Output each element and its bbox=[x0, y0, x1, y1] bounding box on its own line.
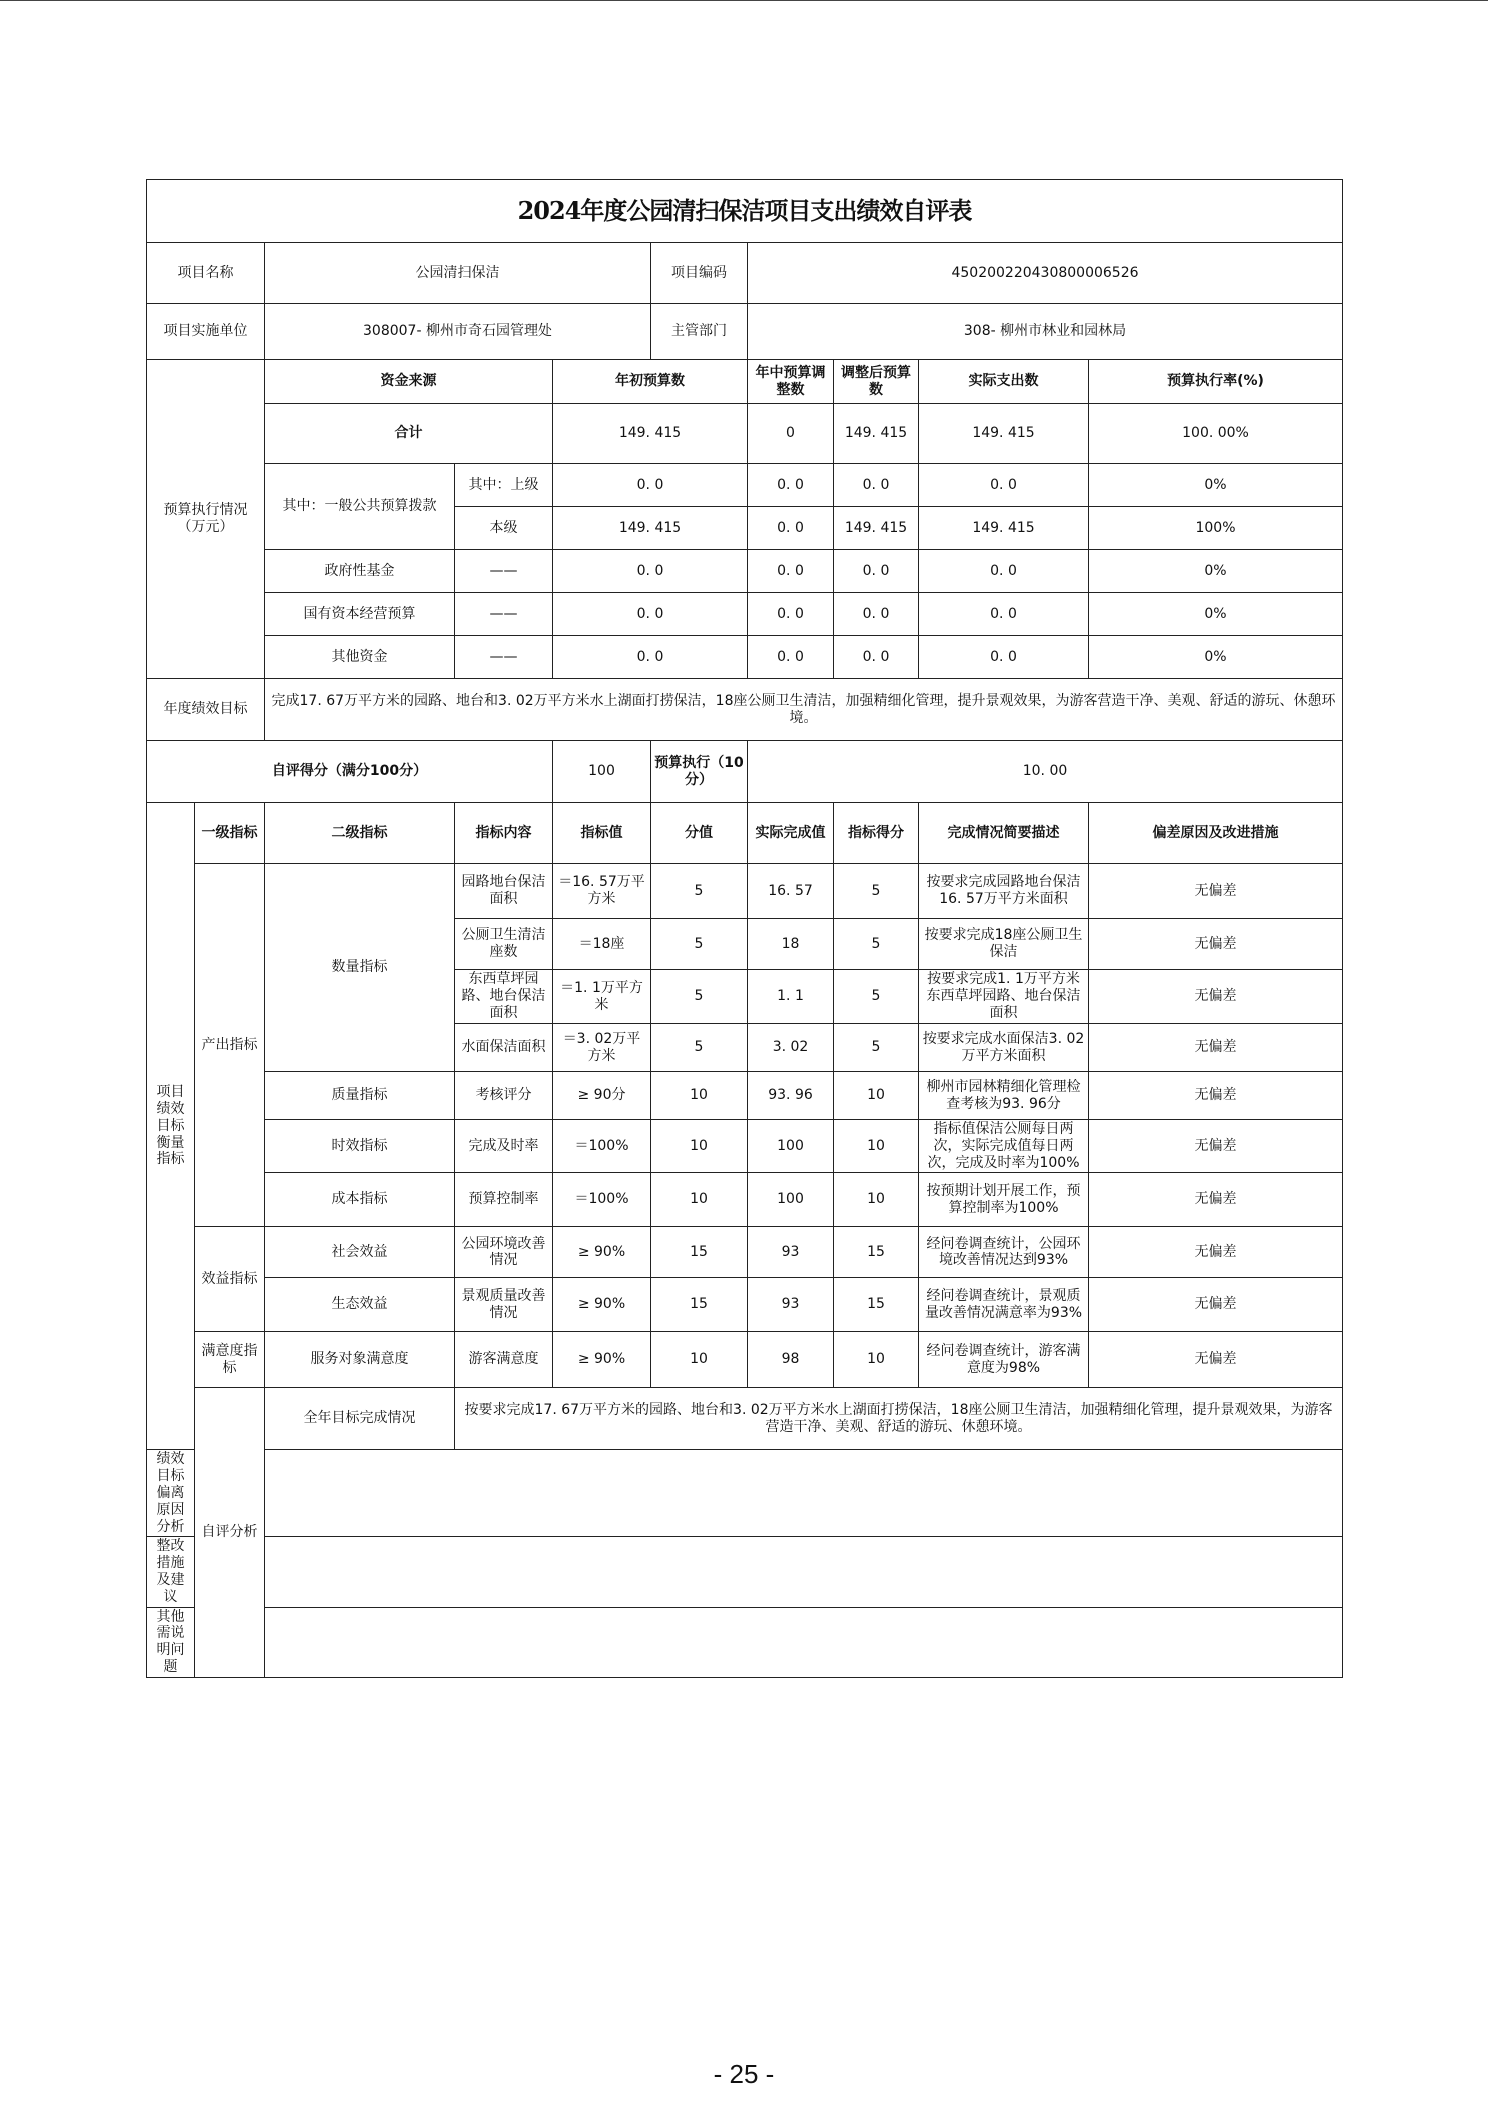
indicator-deviation: 无偏差 bbox=[1089, 1227, 1343, 1278]
indicator-desc: 经问卷调查统计，景观质量改善情况满意率为93% bbox=[919, 1278, 1089, 1332]
project-unit-value: 308007- 柳州市奇石园管理处 bbox=[265, 304, 651, 360]
budget-total-initial: 149. 415 bbox=[553, 404, 748, 464]
self-score-value: 100 bbox=[553, 741, 651, 803]
satisfaction-indicator-label: 满意度指标 bbox=[195, 1332, 265, 1388]
indicator-target: ＝1. 1万平方米 bbox=[553, 970, 651, 1024]
analysis-deviation-row bbox=[147, 1450, 1343, 1537]
indicator-row bbox=[147, 1332, 1343, 1388]
analysis-completion-text: 按要求完成17. 67万平方米的园路、地台和3. 02万平方米水上湖面打捞保洁，18座公厕卫生清洁，加强精细化管理，提升景观效果，为游客营造干净、美观、舒适的游玩、休憩环境。 bbox=[455, 1388, 1343, 1450]
desc-header: 完成情况简要描述 bbox=[919, 803, 1089, 864]
indicator-row bbox=[147, 1120, 1343, 1173]
indicator-weight: 10 bbox=[651, 1120, 748, 1173]
time-indicator-label: 时效指标 bbox=[265, 1120, 455, 1173]
indicator-weight: 10 bbox=[651, 1332, 748, 1388]
service-indicator-label: 服务对象满意度 bbox=[265, 1332, 455, 1388]
indicator-weight: 15 bbox=[651, 1227, 748, 1278]
indicator-content: 公厕卫生清洁座数 bbox=[455, 919, 553, 970]
budget-upper-row bbox=[147, 464, 1343, 507]
indicator-score: 5 bbox=[834, 864, 919, 919]
indicator-desc: 按要求完成水面保洁3. 02万平方米面积 bbox=[919, 1024, 1089, 1072]
budget-rate-header: 预算执行率(%) bbox=[1089, 360, 1343, 404]
annual-goal-text: 完成17. 67万平方米的园路、地台和3. 02万平方米水上湖面打捞保洁，18座公厕卫生清洁，加强精细化管理，提升景观效果，为游客营造干净、美观、舒适的游玩、休憩环境。 bbox=[265, 679, 1343, 741]
budget-state-capital-dash: —— bbox=[455, 593, 553, 636]
social-indicator-label: 社会效益 bbox=[265, 1227, 455, 1278]
budget-upper-actual: 0. 0 bbox=[919, 464, 1089, 507]
indicator-score: 15 bbox=[834, 1278, 919, 1332]
indicator-deviation: 无偏差 bbox=[1089, 864, 1343, 919]
analysis-measures-label: 整改措施及建议 bbox=[147, 1537, 195, 1607]
budget-local-actual: 149. 415 bbox=[919, 507, 1089, 550]
indicator-target: ≥ 90% bbox=[553, 1332, 651, 1388]
deviation-header: 偏差原因及改进措施 bbox=[1089, 803, 1343, 864]
indicator-actual: 100 bbox=[748, 1173, 834, 1227]
project-unit-row bbox=[147, 304, 1343, 360]
indicator-score: 10 bbox=[834, 1173, 919, 1227]
quality-indicator-label: 质量指标 bbox=[265, 1072, 455, 1120]
budget-local-label: 本级 bbox=[455, 507, 553, 550]
budget-local-midyear: 0. 0 bbox=[748, 507, 834, 550]
budget-midyear-header: 年中预算调整数 bbox=[748, 360, 834, 404]
indicator-desc: 经问卷调查统计，游客满意度为98% bbox=[919, 1332, 1089, 1388]
indicator-desc: 按要求完成18座公厕卫生保洁 bbox=[919, 919, 1089, 970]
indicator-content: 公园环境改善情况 bbox=[455, 1227, 553, 1278]
project-name-label: 项目名称 bbox=[147, 243, 265, 304]
budget-upper-label: 其中：上级 bbox=[455, 464, 553, 507]
indicator-target: ＝100% bbox=[553, 1120, 651, 1173]
analysis-deviation-text bbox=[265, 1450, 1343, 1537]
indicator-target: ≥ 90% bbox=[553, 1278, 651, 1332]
indicator-content: 游客满意度 bbox=[455, 1332, 553, 1388]
budget-gov-fund-actual: 0. 0 bbox=[919, 550, 1089, 593]
indicator-row bbox=[147, 1278, 1343, 1332]
indicator-target: ＝100% bbox=[553, 1173, 651, 1227]
budget-total-row bbox=[147, 404, 1343, 464]
indicator-score: 5 bbox=[834, 970, 919, 1024]
target-header: 指标值 bbox=[553, 803, 651, 864]
budget-upper-midyear: 0. 0 bbox=[748, 464, 834, 507]
indicator-deviation: 无偏差 bbox=[1089, 1024, 1343, 1072]
analysis-other-label: 其他需说明问题 bbox=[147, 1607, 195, 1677]
analysis-measures-row bbox=[147, 1537, 1343, 1607]
indicator-deviation: 无偏差 bbox=[1089, 1173, 1343, 1227]
indicator-row bbox=[147, 1227, 1343, 1278]
budget-other-row bbox=[147, 636, 1343, 679]
indicator-score: 5 bbox=[834, 919, 919, 970]
budget-upper-adjusted: 0. 0 bbox=[834, 464, 919, 507]
indicator-actual: 98 bbox=[748, 1332, 834, 1388]
project-code-label: 项目编码 bbox=[651, 243, 748, 304]
budget-gov-fund-adjusted: 0. 0 bbox=[834, 550, 919, 593]
indicator-weight: 10 bbox=[651, 1072, 748, 1120]
project-name-value: 公园清扫保洁 bbox=[265, 243, 651, 304]
indicator-score: 10 bbox=[834, 1072, 919, 1120]
project-name-row bbox=[147, 243, 1343, 304]
indicator-content: 东西草坪园路、地台保洁面积 bbox=[455, 970, 553, 1024]
budget-other-actual: 0. 0 bbox=[919, 636, 1089, 679]
analysis-other-text bbox=[265, 1607, 1343, 1677]
budget-exec-value: 10. 00 bbox=[748, 741, 1343, 803]
indicator-target: ≥ 90分 bbox=[553, 1072, 651, 1120]
budget-upper-initial: 0. 0 bbox=[553, 464, 748, 507]
weight-header: 分值 bbox=[651, 803, 748, 864]
indicator-weight: 10 bbox=[651, 1173, 748, 1227]
budget-source-header: 资金来源 bbox=[265, 360, 553, 404]
indicator-row bbox=[147, 1072, 1343, 1120]
budget-other-initial: 0. 0 bbox=[553, 636, 748, 679]
indicator-actual: 93 bbox=[748, 1227, 834, 1278]
indicator-desc: 按要求完成园路地台保洁16. 57万平方米面积 bbox=[919, 864, 1089, 919]
indicator-actual: 16. 57 bbox=[748, 864, 834, 919]
level2-header: 二级指标 bbox=[265, 803, 455, 864]
budget-state-capital-adjusted: 0. 0 bbox=[834, 593, 919, 636]
budget-other-adjusted: 0. 0 bbox=[834, 636, 919, 679]
indicator-desc: 按预期计划开展工作，预算控制率为100% bbox=[919, 1173, 1089, 1227]
indicator-content: 景观质量改善情况 bbox=[455, 1278, 553, 1332]
budget-gov-fund-rate: 0% bbox=[1089, 550, 1343, 593]
indicator-deviation: 无偏差 bbox=[1089, 1332, 1343, 1388]
page-number: - 25 - bbox=[713, 2059, 775, 2089]
analysis-section-label: 自评分析 bbox=[195, 1388, 265, 1677]
indicator-content: 考核评分 bbox=[455, 1072, 553, 1120]
indicator-desc: 柳州市园林精细化管理检查考核为93. 96分 bbox=[919, 1072, 1089, 1120]
budget-state-capital-actual: 0. 0 bbox=[919, 593, 1089, 636]
budget-state-capital-rate: 0% bbox=[1089, 593, 1343, 636]
budget-initial-header: 年初预算数 bbox=[553, 360, 748, 404]
indicator-score: 10 bbox=[834, 1332, 919, 1388]
indicator-content: 园路地台保洁面积 bbox=[455, 864, 553, 919]
indicators-section-label: 项目绩效目标衡量指标 bbox=[147, 803, 195, 1450]
eco-indicator-label: 生态效益 bbox=[265, 1278, 455, 1332]
indicator-deviation: 无偏差 bbox=[1089, 1120, 1343, 1173]
budget-state-capital-row bbox=[147, 593, 1343, 636]
score-header: 指标得分 bbox=[834, 803, 919, 864]
dept-label: 主管部门 bbox=[651, 304, 748, 360]
budget-other-label: 其他资金 bbox=[265, 636, 455, 679]
indicator-weight: 5 bbox=[651, 919, 748, 970]
indicator-desc: 按要求完成1. 1万平方米东西草坪园路、地台保洁面积 bbox=[919, 970, 1089, 1024]
content-header: 指标内容 bbox=[455, 803, 553, 864]
indicator-weight: 5 bbox=[651, 1024, 748, 1072]
indicator-target: ＝16. 57万平方米 bbox=[553, 864, 651, 919]
indicator-weight: 15 bbox=[651, 1278, 748, 1332]
project-code-value: 450200220430800006526 bbox=[748, 243, 1343, 304]
indicator-content: 水面保洁面积 bbox=[455, 1024, 553, 1072]
indicator-target: ≥ 90% bbox=[553, 1227, 651, 1278]
budget-state-capital-label: 国有资本经营预算 bbox=[265, 593, 455, 636]
indicator-actual: 100 bbox=[748, 1120, 834, 1173]
budget-total-rate: 100. 00% bbox=[1089, 404, 1343, 464]
budget-exec-label: 预算执行（10分） bbox=[651, 741, 748, 803]
budget-gov-fund-row bbox=[147, 550, 1343, 593]
indicator-actual: 93. 96 bbox=[748, 1072, 834, 1120]
page-top-border bbox=[0, 0, 1488, 1]
budget-gov-fund-midyear: 0. 0 bbox=[748, 550, 834, 593]
quantity-indicator-label: 数量指标 bbox=[265, 864, 455, 1072]
indicator-content: 预算控制率 bbox=[455, 1173, 553, 1227]
budget-state-capital-initial: 0. 0 bbox=[553, 593, 748, 636]
budget-header-row bbox=[147, 360, 1343, 404]
budget-other-midyear: 0. 0 bbox=[748, 636, 834, 679]
indicator-weight: 5 bbox=[651, 970, 748, 1024]
budget-section-label: 预算执行情况（万元） bbox=[147, 360, 265, 679]
indicator-score: 10 bbox=[834, 1120, 919, 1173]
indicator-actual: 93 bbox=[748, 1278, 834, 1332]
self-score-row bbox=[147, 741, 1343, 803]
output-indicator-label: 产出指标 bbox=[195, 864, 265, 1227]
benefit-indicator-label: 效益指标 bbox=[195, 1227, 265, 1332]
budget-adjusted-header: 调整后预算数 bbox=[834, 360, 919, 404]
budget-general-text: 其中：一般公共预算拨款 bbox=[282, 498, 437, 515]
indicator-weight: 5 bbox=[651, 864, 748, 919]
indicator-row bbox=[147, 1173, 1343, 1227]
table-title: 2024年度公园清扫保洁项目支出绩效自评表 bbox=[147, 180, 1343, 243]
budget-local-adjusted: 149. 415 bbox=[834, 507, 919, 550]
actual-header: 实际完成值 bbox=[748, 803, 834, 864]
budget-total-adjusted: 149. 415 bbox=[834, 404, 919, 464]
analysis-measures-text bbox=[265, 1537, 1343, 1607]
indicator-deviation: 无偏差 bbox=[1089, 970, 1343, 1024]
indicator-target: ＝18座 bbox=[553, 919, 651, 970]
indicator-desc: 指标值保洁公厕每日两次，实际完成值每日两次，完成及时率为100% bbox=[919, 1120, 1089, 1173]
budget-other-rate: 0% bbox=[1089, 636, 1343, 679]
budget-general-label bbox=[265, 464, 455, 550]
indicator-content: 完成及时率 bbox=[455, 1120, 553, 1173]
indicator-desc: 经问卷调查统计，公园环境改善情况达到93% bbox=[919, 1227, 1089, 1278]
analysis-other-row bbox=[147, 1607, 1343, 1677]
annual-goal-row bbox=[147, 679, 1343, 741]
level1-header: 一级指标 bbox=[195, 803, 265, 864]
indicator-score: 5 bbox=[834, 1024, 919, 1072]
budget-gov-fund-initial: 0. 0 bbox=[553, 550, 748, 593]
indicator-row bbox=[147, 864, 1343, 919]
budget-local-initial: 149. 415 bbox=[553, 507, 748, 550]
self-score-label: 自评得分（满分100分） bbox=[147, 741, 553, 803]
budget-upper-rate: 0% bbox=[1089, 464, 1343, 507]
budget-total-actual: 149. 415 bbox=[919, 404, 1089, 464]
indicator-deviation: 无偏差 bbox=[1089, 1072, 1343, 1120]
cost-indicator-label: 成本指标 bbox=[265, 1173, 455, 1227]
indicator-actual: 3. 02 bbox=[748, 1024, 834, 1072]
analysis-completion-row bbox=[147, 1388, 1343, 1450]
indicator-actual: 1. 1 bbox=[748, 970, 834, 1024]
indicator-score: 15 bbox=[834, 1227, 919, 1278]
budget-total-midyear: 0 bbox=[748, 404, 834, 464]
budget-other-dash: —— bbox=[455, 636, 553, 679]
analysis-completion-label: 全年目标完成情况 bbox=[265, 1388, 455, 1450]
budget-actual-header: 实际支出数 bbox=[919, 360, 1089, 404]
annual-goal-label: 年度绩效目标 bbox=[147, 679, 265, 741]
budget-gov-fund-label: 政府性基金 bbox=[265, 550, 455, 593]
indicator-target: ＝3. 02万平方米 bbox=[553, 1024, 651, 1072]
indicator-actual: 18 bbox=[748, 919, 834, 970]
analysis-deviation-label: 绩效目标偏离原因分析 bbox=[147, 1450, 195, 1537]
indicators-header-row bbox=[147, 803, 1343, 864]
budget-gov-fund-dash: —— bbox=[455, 550, 553, 593]
performance-evaluation-table bbox=[146, 179, 1343, 1678]
indicator-deviation: 无偏差 bbox=[1089, 1278, 1343, 1332]
dept-value: 308- 柳州市林业和园林局 bbox=[748, 304, 1343, 360]
budget-total-label: 合计 bbox=[265, 404, 553, 464]
indicator-deviation: 无偏差 bbox=[1089, 919, 1343, 970]
budget-local-rate: 100% bbox=[1089, 507, 1343, 550]
budget-state-capital-midyear: 0. 0 bbox=[748, 593, 834, 636]
project-unit-label: 项目实施单位 bbox=[147, 304, 265, 360]
